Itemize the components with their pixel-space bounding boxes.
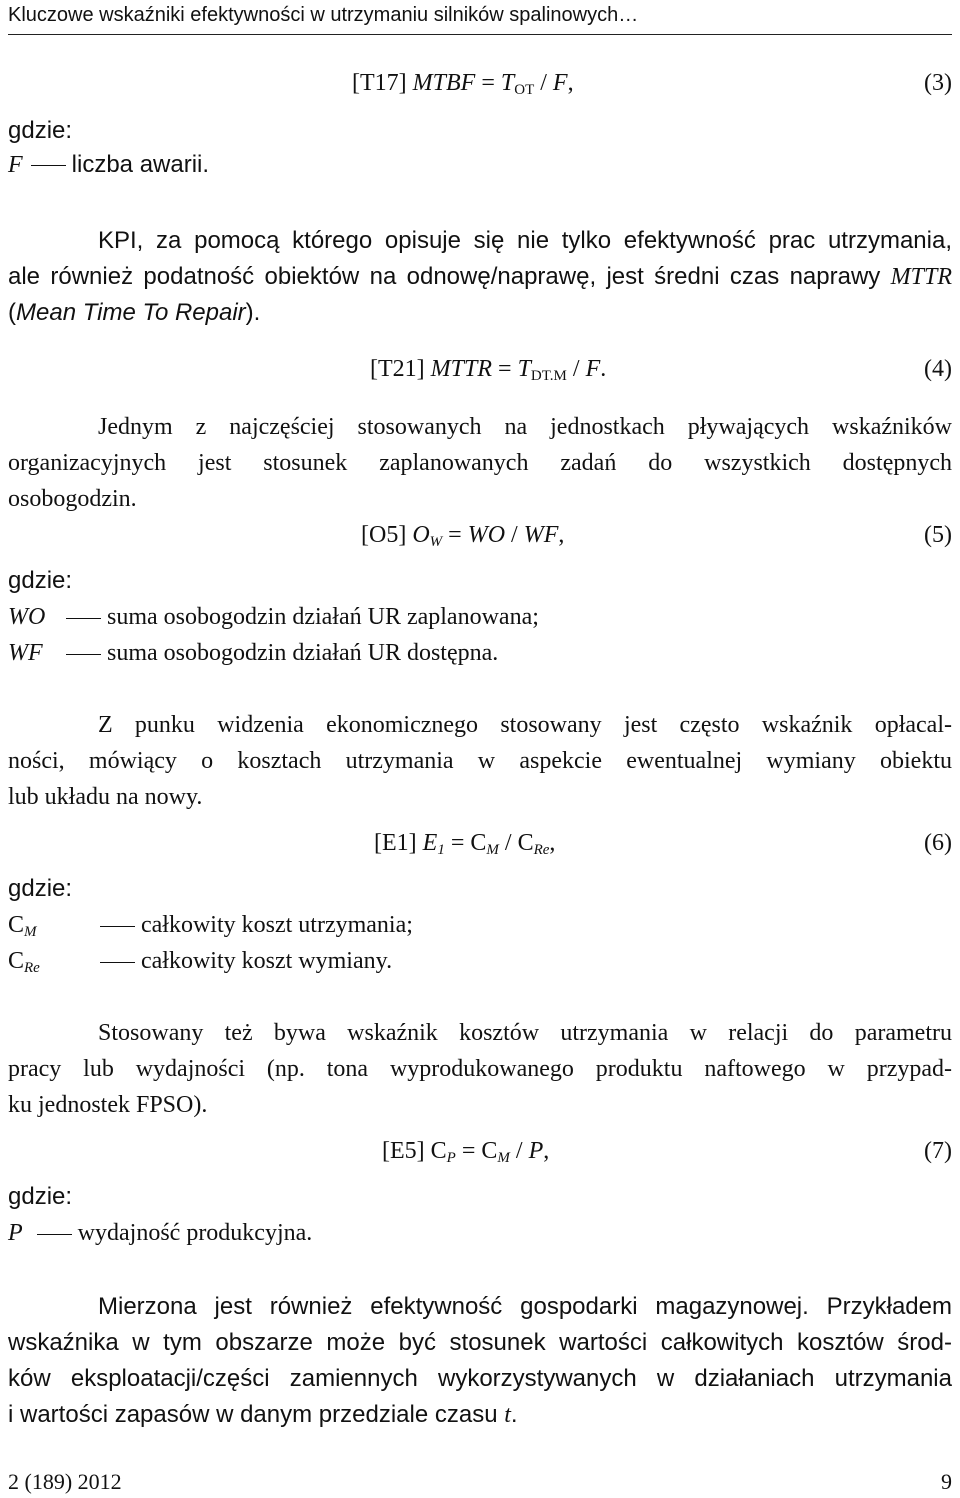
definition-p bbox=[8, 1218, 952, 1248]
formula-eq: = bbox=[492, 356, 518, 382]
paragraph-line: osobogodzin. bbox=[8, 486, 137, 512]
def-text: całkowity koszt utrzymania; bbox=[141, 912, 413, 938]
formula-num: WO bbox=[467, 522, 506, 548]
paragraph-line: wskaźnika w tym obszarze może być stosunek wartości całkowitych kosztów środ- bbox=[8, 1329, 952, 1356]
equation-number-6: (6) bbox=[924, 830, 952, 856]
formula-sub bbox=[447, 1150, 456, 1166]
formula-lhs: MTTR bbox=[430, 356, 493, 382]
formula-punct: , bbox=[549, 830, 556, 856]
paragraph-line: ku jednostek FPSO). bbox=[8, 1092, 208, 1118]
paragraph-line bbox=[8, 298, 952, 328]
where-label: gdzie: bbox=[8, 875, 73, 902]
text-run: . bbox=[510, 1401, 518, 1428]
formula-sub-text: M bbox=[497, 1150, 510, 1166]
formula-c: C bbox=[470, 830, 487, 856]
paragraph-line: Mierzona jest również efektywność gospodarki magazynowej. Przykładem bbox=[98, 1293, 952, 1320]
text-run-italic: Mean Time To Repair bbox=[16, 299, 246, 326]
equation-number-4: (4) bbox=[924, 356, 952, 382]
page-footer bbox=[8, 1468, 952, 1496]
text-run: i wartości zapasów w danym przedziale czasu bbox=[8, 1401, 505, 1428]
formula-sub bbox=[497, 1150, 510, 1166]
paragraph-line: lub układu na nowy. bbox=[8, 784, 203, 810]
text-run: ale również podatność obiektów na odnowę/naprawę, jest średni czas naprawy bbox=[8, 263, 891, 290]
text-run: ( bbox=[8, 299, 16, 326]
formula-mtbf bbox=[352, 68, 574, 105]
def-text: całkowity koszt wymiany. bbox=[141, 948, 393, 974]
formula-sub bbox=[437, 842, 445, 858]
equation-number-7: (7) bbox=[924, 1138, 952, 1164]
formula-punct: , bbox=[558, 522, 565, 548]
paragraph-line: organizacyjnych jest stosunek zaplanowanych zadań do wszystkich dostępnych bbox=[8, 450, 952, 476]
formula-punct: , bbox=[567, 70, 574, 96]
formula-den: P bbox=[528, 1138, 544, 1164]
formula-den: WF bbox=[523, 522, 559, 548]
formula-eq: = bbox=[455, 1138, 482, 1164]
def-dash bbox=[31, 165, 66, 166]
definition-cre bbox=[8, 946, 952, 983]
def-dash bbox=[100, 962, 135, 963]
formula-lhs: MTBF bbox=[412, 70, 476, 96]
formula-sub-text: W bbox=[429, 534, 443, 550]
formula-e: E bbox=[422, 830, 438, 856]
definition-cm bbox=[8, 910, 952, 947]
def-symbol bbox=[8, 910, 66, 947]
paragraph-line: Stosowany też bywa wskaźnik kosztów utrzymania w relacji do parametru bbox=[98, 1020, 952, 1046]
def-symbol-letter: C bbox=[8, 948, 25, 974]
def-dash bbox=[66, 654, 101, 655]
def-dash bbox=[100, 926, 135, 927]
where-label: gdzie: bbox=[8, 567, 73, 594]
formula-cp bbox=[382, 1136, 549, 1173]
formula-sub-text: Re bbox=[533, 842, 550, 858]
where-label: gdzie: bbox=[8, 1183, 73, 1210]
formula-slash: / bbox=[505, 522, 524, 548]
formula-sub: OT bbox=[514, 82, 535, 98]
formula-c: C bbox=[481, 1138, 498, 1164]
formula-t: T bbox=[500, 70, 515, 96]
def-symbol: WF bbox=[8, 640, 43, 666]
paragraph-line: ków eksploatacji/części zamiennych wykorzystywanych w działaniach utrzymania bbox=[8, 1365, 952, 1392]
formula-slash: / bbox=[509, 1138, 529, 1164]
formula-punct: , bbox=[543, 1138, 550, 1164]
formula-label: [T17] bbox=[352, 70, 407, 96]
def-symbol: WO bbox=[8, 604, 46, 630]
def-symbol-sub: Re bbox=[24, 960, 40, 976]
formula-slash: / bbox=[566, 356, 586, 382]
paragraph-line: Jednym z najczęściej stosowanych na jednostkach pływających wskaźników bbox=[98, 414, 952, 440]
formula-slash: / bbox=[498, 830, 518, 856]
formula-sub: DT.M bbox=[530, 368, 567, 384]
formula-den: F bbox=[585, 356, 601, 382]
equation-number-5: (5) bbox=[924, 522, 952, 548]
def-text: liczba awarii. bbox=[71, 151, 210, 178]
page-number: 9 bbox=[941, 1469, 952, 1494]
formula-sub bbox=[534, 842, 550, 858]
formula-e1 bbox=[374, 828, 555, 865]
formula-eq: = bbox=[475, 70, 501, 96]
formula-c: C bbox=[517, 830, 534, 856]
formula-mttr bbox=[370, 354, 606, 391]
paragraph-line: ności, mówiący o kosztach utrzymania w aspekcie ewentualnej wymiany obiektu bbox=[8, 748, 952, 774]
text-run: ). bbox=[245, 299, 261, 326]
definition-f bbox=[8, 150, 952, 180]
definition-wf bbox=[8, 638, 952, 668]
running-header: Kluczowe wskaźniki efektywności w utrzymaniu silników spalinowych… bbox=[8, 0, 952, 35]
def-text: suma osobogodzin działań UR zaplanowana; bbox=[107, 604, 539, 630]
def-symbol-letter: C bbox=[8, 912, 25, 938]
text-run-italic: t bbox=[504, 1402, 511, 1428]
paragraph-line bbox=[8, 1400, 952, 1430]
def-symbol: P bbox=[8, 1220, 23, 1246]
formula-eq: = bbox=[444, 830, 471, 856]
where-label: gdzie: bbox=[8, 117, 73, 144]
equation-number-3: (3) bbox=[924, 70, 952, 96]
formula-o: O bbox=[412, 522, 430, 548]
def-text: wydajność produkcyjna. bbox=[77, 1220, 313, 1246]
paragraph-line: Z punku widzenia ekonomicznego stosowany jest często wskaźnik opłacal- bbox=[98, 712, 952, 738]
formula-label: [O5] bbox=[361, 522, 407, 548]
paragraph-line: KPI, za pomocą którego opisuje się nie tylko efektywność prac utrzymania, bbox=[98, 227, 952, 254]
paragraph-line bbox=[8, 262, 952, 292]
def-symbol: F bbox=[8, 152, 23, 178]
formula-slash: / bbox=[534, 70, 553, 96]
def-symbol bbox=[8, 946, 66, 983]
formula-punct: . bbox=[600, 356, 607, 382]
def-text: suma osobogodzin działań UR dostępna. bbox=[107, 640, 499, 666]
paragraph-line: pracy lub wydajności (np. tona wyprodukowanego produktu naftowego w przypad- bbox=[8, 1056, 952, 1082]
formula-label: [E5] bbox=[382, 1138, 425, 1164]
formula-t: T bbox=[517, 356, 531, 382]
def-dash bbox=[66, 618, 101, 619]
def-dash bbox=[37, 1234, 72, 1235]
formula-sub bbox=[430, 534, 443, 550]
formula-sub-text: 1 bbox=[437, 842, 445, 858]
formula-sub-text: M bbox=[486, 842, 499, 858]
def-symbol-sub: M bbox=[24, 924, 37, 940]
formula-sub bbox=[486, 842, 499, 858]
formula-sub-text: P bbox=[446, 1150, 456, 1166]
formula-ow bbox=[361, 520, 564, 557]
formula-eq: = bbox=[442, 522, 468, 548]
text-run-italic: MTTR bbox=[890, 264, 952, 290]
formula-den: F bbox=[552, 70, 568, 96]
issue-number: 2 (189) 2012 bbox=[8, 1469, 122, 1494]
formula-label: [E1] bbox=[374, 830, 417, 856]
formula-c: C bbox=[430, 1138, 447, 1164]
definition-wo bbox=[8, 602, 952, 632]
formula-label: [T21] bbox=[370, 356, 425, 382]
